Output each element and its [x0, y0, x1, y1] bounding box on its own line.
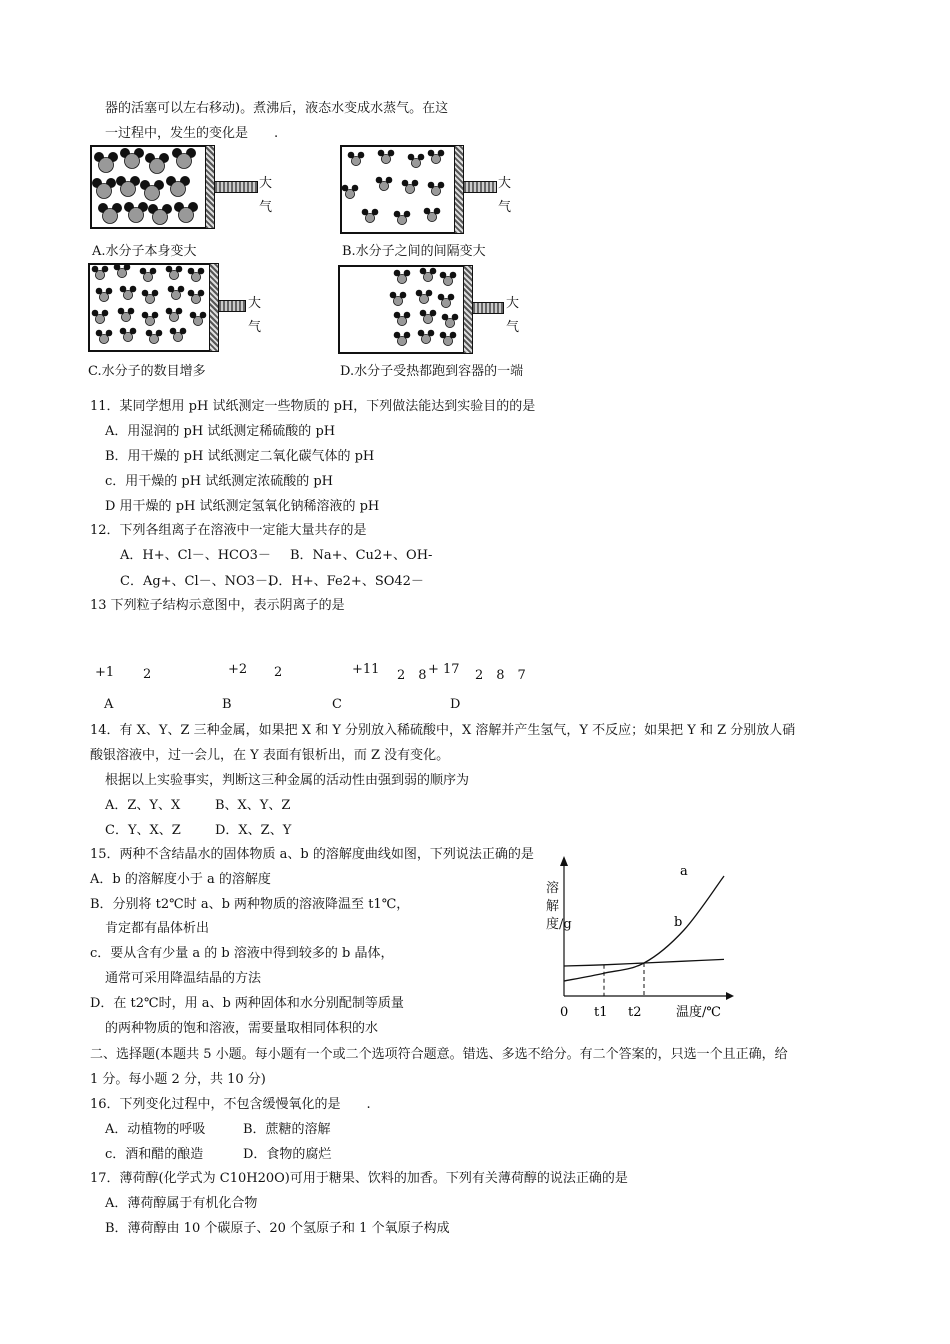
q17-option-a: A．薄荷醇属于有机化合物: [105, 1196, 258, 1211]
option-a: A.水分子本身变大: [92, 244, 197, 259]
q15-stem: 15．两种不含结晶水的固体物质 a、b 的溶解度曲线如图，下列说法正确的是: [90, 847, 534, 862]
molecules-a: [92, 148, 198, 225]
q15-option-d1: D．在 t2℃时，用 a、b 两种固体和水分别配制等质量: [90, 996, 404, 1011]
y-axis-label: 溶解度/g: [546, 881, 572, 932]
q11-option-a: A．用湿润的 pH 试纸测定稀硫酸的 pH: [105, 424, 336, 439]
origin-label: 0: [560, 1005, 569, 1020]
q15-option-b2: 肯定都有晶体析出: [105, 921, 210, 936]
x-axis-label: 温度/℃: [676, 1005, 721, 1020]
option-b: B.水分子之间的间隔变大: [342, 244, 486, 259]
q11-option-b: B．用干燥的 pH 试纸测定二氧化碳气体的 pH: [105, 449, 375, 464]
q16-option-d: D．食物的腐烂: [243, 1147, 332, 1162]
q17-stem: 17．薄荷醇(化学式为 C10H20O)可用于糖果、饮料的加香。下列有关薄荷醇的说法正确的是: [90, 1171, 628, 1186]
q13-label-d: D: [450, 697, 461, 712]
q13-d-nucleus: + 17: [428, 662, 460, 677]
y-axis-arrow: [560, 856, 568, 866]
q16-option-b: B．蔗糖的溶解: [243, 1122, 331, 1137]
q12-option-b: B．Na+、Cu2+、OH-: [290, 548, 433, 563]
q13-b-nucleus: +2: [228, 662, 248, 677]
q13-label-a: A: [104, 697, 114, 712]
molecules-d: [390, 268, 459, 346]
q14-option-d: D．X、Z、Y: [215, 823, 292, 838]
q15-option-b1: B．分别将 t2℃时 a、b 两种物质的溶液降温至 t1℃，: [90, 897, 410, 912]
q12-option-d: D．H+、Fe2+、SO42－: [268, 574, 424, 589]
q16-stem: 16．下列变化过程中，不包含缓慢氧化的是 .: [90, 1097, 371, 1112]
air-label-d: 大气: [506, 296, 520, 335]
q17-option-b: B．薄荷醇由 10 个碳原子、20 个氢原子和 1 个氧原子构成: [105, 1221, 450, 1236]
q15-option-c1: c．要从含有少量 a 的 b 溶液中得到较多的 b 晶体，: [90, 946, 394, 961]
q14-option-c: C．Y、X、Z: [105, 823, 181, 838]
q14-line1: 14．有 X、Y、Z 三种金属，如果把 X 和 Y 分别放入稀硫酸中，X 溶解并产生氢气，Y 不反应；如果把 Y 和 Z 分别放人硝: [90, 723, 796, 738]
q16-option-c: c．酒和醋的酿造: [105, 1147, 204, 1162]
q11-stem: 11．某同学想用 pH 试纸测定一些物质的 pH，下列做法能达到实验目的的是: [90, 399, 536, 414]
q13-b-electrons: 2: [274, 665, 283, 680]
label-b: b: [674, 915, 683, 930]
q14-line2: 酸银溶液中，过一会儿，在 Y 表面有银析出，而 Z 没有变化。: [90, 748, 450, 763]
x-axis-arrow: [726, 992, 734, 1000]
q13-a-electrons: 2: [143, 667, 152, 682]
q13-a-nucleus: +1: [95, 665, 115, 680]
q13-d-electrons: 2 8 7: [475, 668, 526, 683]
molecules-b: [342, 150, 445, 225]
q10-line1: 器的活塞可以左右移动)。煮沸后，液态水变成水蒸气。在这: [105, 101, 449, 116]
air-label-c: 大气: [248, 296, 262, 335]
q11-option-c: c．用干燥的 pH 试纸测定浓硫酸的 pH: [105, 474, 333, 489]
tick-t1: t1: [594, 1005, 608, 1020]
q12-option-c: C．Ag+、Cl－、NO3－、: [120, 574, 281, 589]
q14-line3: 根据以上实验事实，判断这三种金属的活动性由强到弱的顺序为: [105, 773, 470, 788]
q15-option-c2: 通常可采用降温结晶的方法: [105, 971, 262, 986]
q14-option-b: B、X、Y、Z: [215, 798, 291, 813]
q13-c-electrons: 2 8: [397, 668, 427, 683]
q12-stem: 12．下列各组离子在溶液中一定能大量共存的是: [90, 523, 367, 538]
q13-label-b: B: [222, 697, 232, 712]
solubility-chart: [540, 850, 740, 1025]
option-d: D.水分子受热都跑到容器的一端: [340, 364, 524, 379]
q13-stem: 13 下列粒子结构示意图中，表示阴离子的是: [90, 598, 345, 613]
air-label-a: 大气: [259, 176, 273, 215]
label-a: a: [680, 864, 688, 879]
q13-c-nucleus: +11: [352, 662, 380, 677]
air-label-b: 大气: [498, 176, 512, 215]
molecules-c: [92, 264, 207, 344]
q16-option-a: A．动植物的呼吸: [105, 1122, 206, 1137]
q15-option-d2: 的两种物质的饱和溶液，需要量取相同体积的水: [105, 1021, 379, 1036]
q11-option-d: D 用干燥的 pH 试纸测定氢氧化钠稀溶液的 pH: [105, 499, 380, 514]
q14-option-a: A．Z、Y、X: [105, 798, 181, 813]
option-c: C.水分子的数目增多: [88, 364, 206, 379]
q13-label-c: C: [332, 697, 342, 712]
q10-line2: 一过程中，发生的变化是 .: [105, 126, 279, 141]
q12-option-a: A．H+、Cl－、HCO3－: [120, 548, 271, 563]
tick-t2: t2: [628, 1005, 642, 1020]
q15-option-a: A．b 的溶解度小于 a 的溶解度: [90, 872, 271, 887]
section2-line2: 1 分。每小题 2 分，共 10 分): [90, 1072, 266, 1087]
molecule-drawings: [0, 0, 950, 400]
section2-line1: 二、选择题(本题共 5 小题。每小题有一个或二个选项符合题意。错选、多选不给分。有二个答案的，只选一个且正确，给: [90, 1047, 788, 1062]
